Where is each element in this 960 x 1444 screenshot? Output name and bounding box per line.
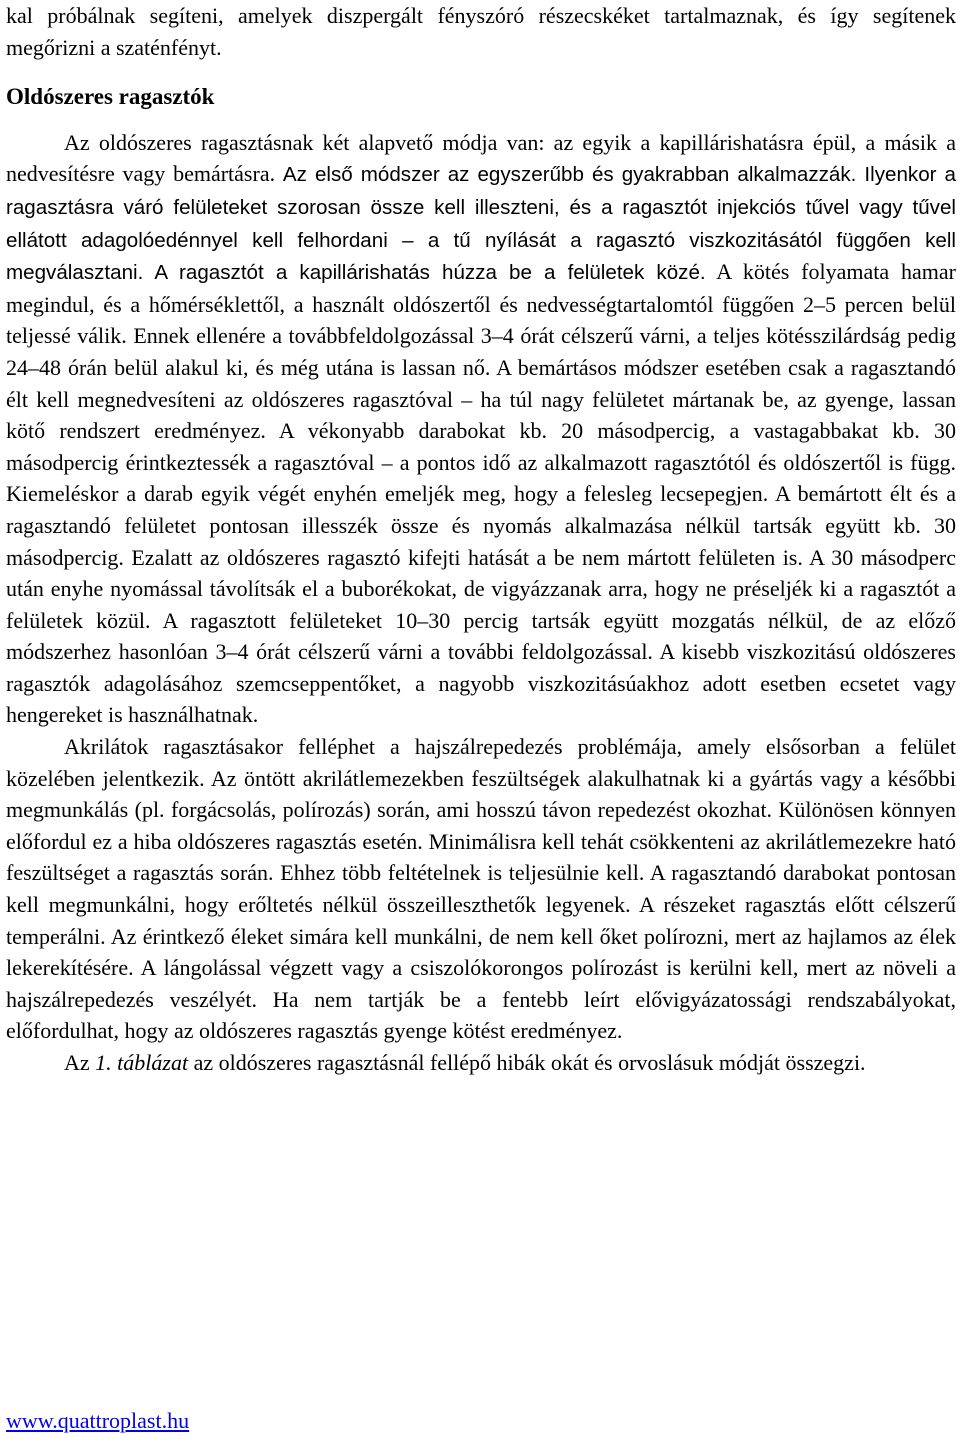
- paragraph3-prefix: Az: [64, 1050, 96, 1075]
- paragraph1-serif-rest: A kötés folyamata hamar megindul, és a hőmérséklettől, a használt oldószertől és nedvességtartalomtól függően 2–5 percen belül teljessé válik. Ennek ellenére a továbbfeldolgozással 3–4 órát célszerű várni, a teljes kötésszilárdság pedig 24–48 órán belül alakul ki, és még utána is lassan nő. A bemártásos módszer esetében csak a ragasztandó élt kell megnedvesíteni az oldószeres ragasztóval – ha túl nagy felületet mártanak be, az gyenge, lassan kötő rendszert eredményez. A vékonyabb darabokat kb. 20 másodpercig, a vastagabbakat kb. 30 másodpercig érintkeztessék a ragasztóval – a pontos idő az alkalmazott ragasztótól és oldószertől is függ. Kiemeléskor a darab egyik végét enyhén emeljék meg, hogy a felesleg lecsepegjen. A bemártott élt és a ragasztandó felületet pontosan illesszék össze és nyomás alkalmazása nélkül tartsák együtt kb. 30 másodpercig. Ezalatt az oldószeres ragasztó kifejti hatását a be nem mártott felületen is. A 30 másodperc után enyhe nyomással távolítsák el a buborékokat, de vigyázzanak arra, hogy ne préseljék ki a ragasztót a felületek közül. A ragasztott felületeket 10–30 percig tartsák együtt mozgatás nélkül, de az előző módszerhez hasonlóan 3–4 órát célszerű várni a további feldolgozással. A kisebb viszkozitású oldószeres ragasztók adagolásához szemcseppentőket, a nagyobb viszkozitásúakhoz adott esetben ecsetet vagy hengereket is használhatnak.: [6, 259, 956, 728]
- top-paragraph: [6, 0, 956, 63]
- section-heading: Oldószeres ragasztók: [6, 84, 215, 110]
- paragraph1-serif-part: Az oldószeres ragasztásnak két alapvető módja van: az egyik a kapillárishatásra épül, a másik a nedvesítésre vagy bemártásra.: [6, 129, 956, 187]
- spacer: [6, 113, 956, 127]
- table-reference: 1. táblázat: [95, 1050, 189, 1075]
- top-paragraph-text: kal próbálnak segíteni, amelyek diszpergált fényszóró részecskéket tartalmaznak, és így segítenek megőrizni a szaténfényt.: [6, 3, 956, 60]
- paragraph-adhesion-methods: [6, 127, 956, 731]
- paragraph-table-ref: [6, 1047, 956, 1079]
- paragraph3-suffix: az oldószeres ragasztásnál fellépő hibák okát és orvoslásuk módját összegzi.: [188, 1050, 866, 1075]
- paragraph1-sans-part: Az első módszer az egyszerűbb és gyakrabban alkalmazzák. Ilyenkor a ragasztásra váró felületeket szorosan össze kell illeszteni, és a ragasztót injekciós tűvel vagy tűvel ellátott adagolóedénnyel kell felhordani – a tű nyílását a ragasztó viszkozitásától függően kell megválasztani. A ragasztót a kapillárishatás húzza be a felületek közé.: [6, 163, 956, 285]
- paragraph-crazing: [6, 731, 956, 1047]
- document-page: [6, 0, 956, 1079]
- spacer: [6, 63, 956, 81]
- website-link[interactable]: www.quattroplast.hu: [6, 1408, 190, 1433]
- paragraph2-text: Akrilátok ragasztásakor felléphet a hajszálrepedezés problémája, amely elsősorban a felület közelében jelentkezik. Az öntött akrilátlemezekben feszültségek alakulhatnak ki a gyártás vagy a későbbi megmunkálás (pl. forgácsolás, polírozás) során, ami hosszú távon repedezést okozhat. Különösen könnyen előfordul ez a hiba oldószeres ragasztás esetén. Minimálisra kell tehát csökkenteni az akrilátlemezekre ható feszültséget a ragasztás során. Ehhez több feltételnek is teljesülnie kell. A ragasztandó darabokat pontosan kell megmunkálni, hogy erőltetés nélkül összeilleszthetők legyenek. A részeket ragasztás előtt célszerű temperálni. Az érintkező éleket simára kell munkálni, de nem kell őket polírozni, mert az hajlamos az élek lekerekítésére. A lángolással végzett vagy a csiszolókorongos polírozást is kerülni kell, mert az növeli a hajszálrepedezés veszélyét. Ha nem tartják be a fentebb leírt elővigyázatossági rendszabályokat, előfordulhat, hogy az oldószeres ragasztás gyenge kötést eredményez.: [6, 734, 956, 1044]
